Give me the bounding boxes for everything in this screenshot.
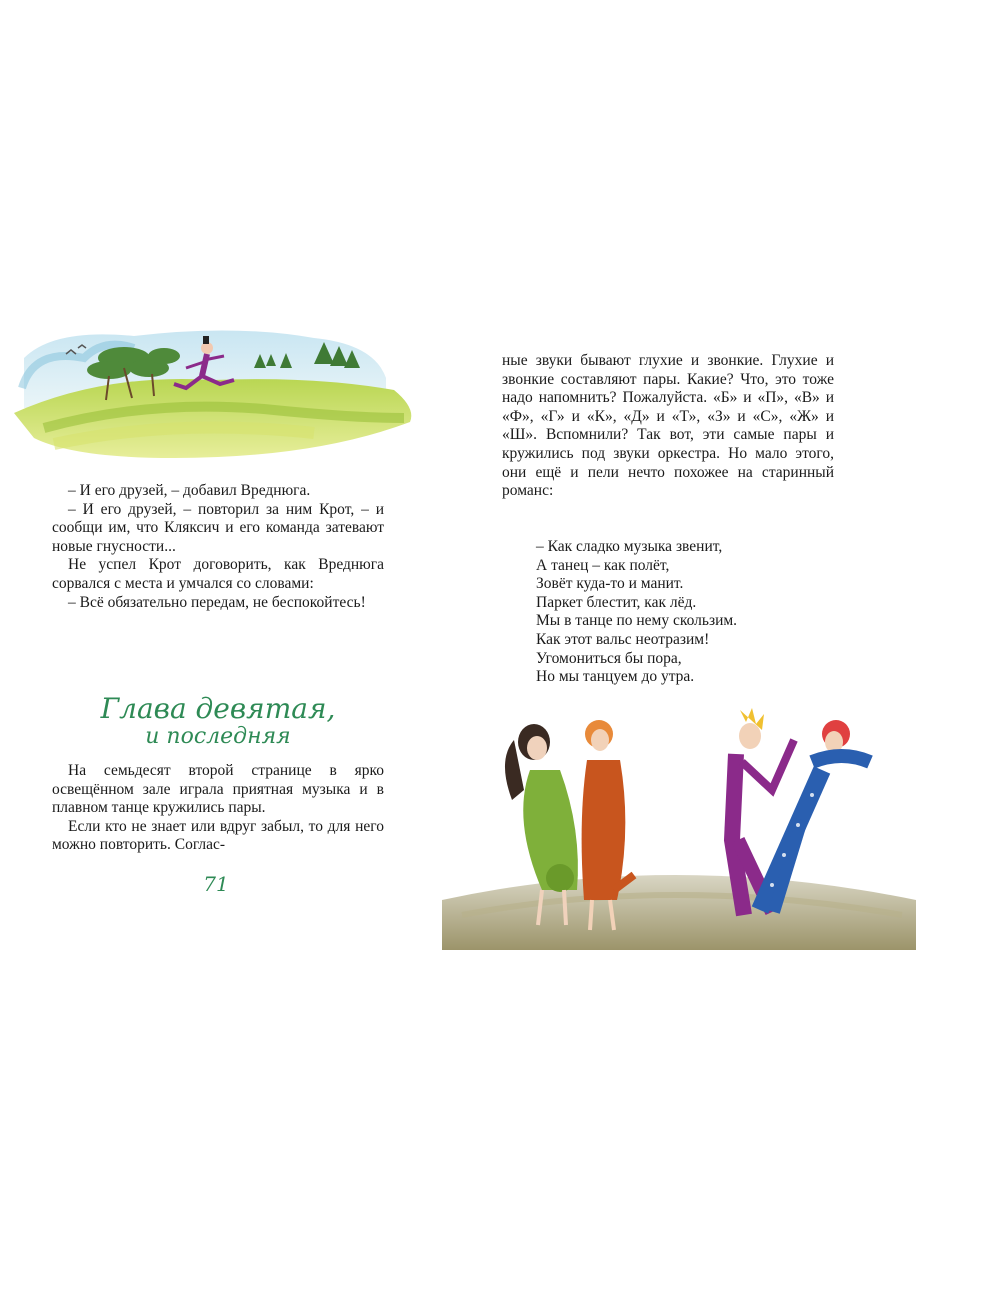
meadow-illustration — [14, 318, 420, 464]
paragraph: Не успел Крот договорить, как Вреднюга сорвался с места и умчался со словами: — [52, 556, 384, 592]
poem-line: – Как сладко музыка звенит, — [536, 538, 723, 555]
chapter-title — [52, 694, 384, 750]
chapter-title-line1: Глава девятая, — [100, 692, 336, 725]
poem-line: Но мы танцуем до утра. — [536, 668, 695, 686]
paragraph: ные звуки бывают глухие и звонкие. Глухие и звонкие составляют пары. Какие? Что, это тоже надо напомнить? Пожалуйста. «Б» и «П», «В» и «Ф», «Г» и «К», «Д» и «Т», «З» и «С», «Ж» и «Ш». Вспомнили? Так вот, эти самые пары и кружились под звуки оркестра. Но мало этого, они ещё и пели нечто похожее на старинный романс: — [502, 352, 834, 500]
dancing-couples-illustration — [442, 700, 916, 950]
paragraph: На семьдесят второй странице в ярко освещённом зале играла приятная музыка и в плавном танце кружились пары. — [52, 762, 384, 817]
poem-line: А танец – как полёт, — [536, 556, 670, 574]
left-page-text — [52, 482, 384, 612]
paragraph: Если кто не знает или вдруг забыл, то для него можно повторить. Соглас- — [52, 817, 384, 854]
paragraph: – Всё обязательно передам, не беспокойтесь! — [68, 593, 366, 611]
chapter-text — [52, 762, 384, 855]
poem-line: Зовёт куда-то и манит. — [536, 575, 684, 593]
paragraph: – И его друзей, – добавил Вреднюга. — [68, 482, 311, 499]
poem-line: Угомониться бы пора, — [536, 649, 682, 667]
right-page-text — [502, 352, 834, 501]
chapter-title-line2: и последняя — [145, 724, 291, 749]
poem-line: Как этот вальс неотразим! — [536, 630, 710, 648]
poem — [536, 538, 737, 687]
paragraph: – И его друзей, – повторил за ним Крот, – и сообщи им, что Кляксич и его команда затевают новые гнусности... — [52, 500, 384, 555]
poem-line: Паркет блестит, как лёд. — [536, 593, 697, 611]
poem-line: Мы в танце по нему скользим. — [536, 612, 738, 630]
page-number: 71 — [203, 872, 229, 896]
